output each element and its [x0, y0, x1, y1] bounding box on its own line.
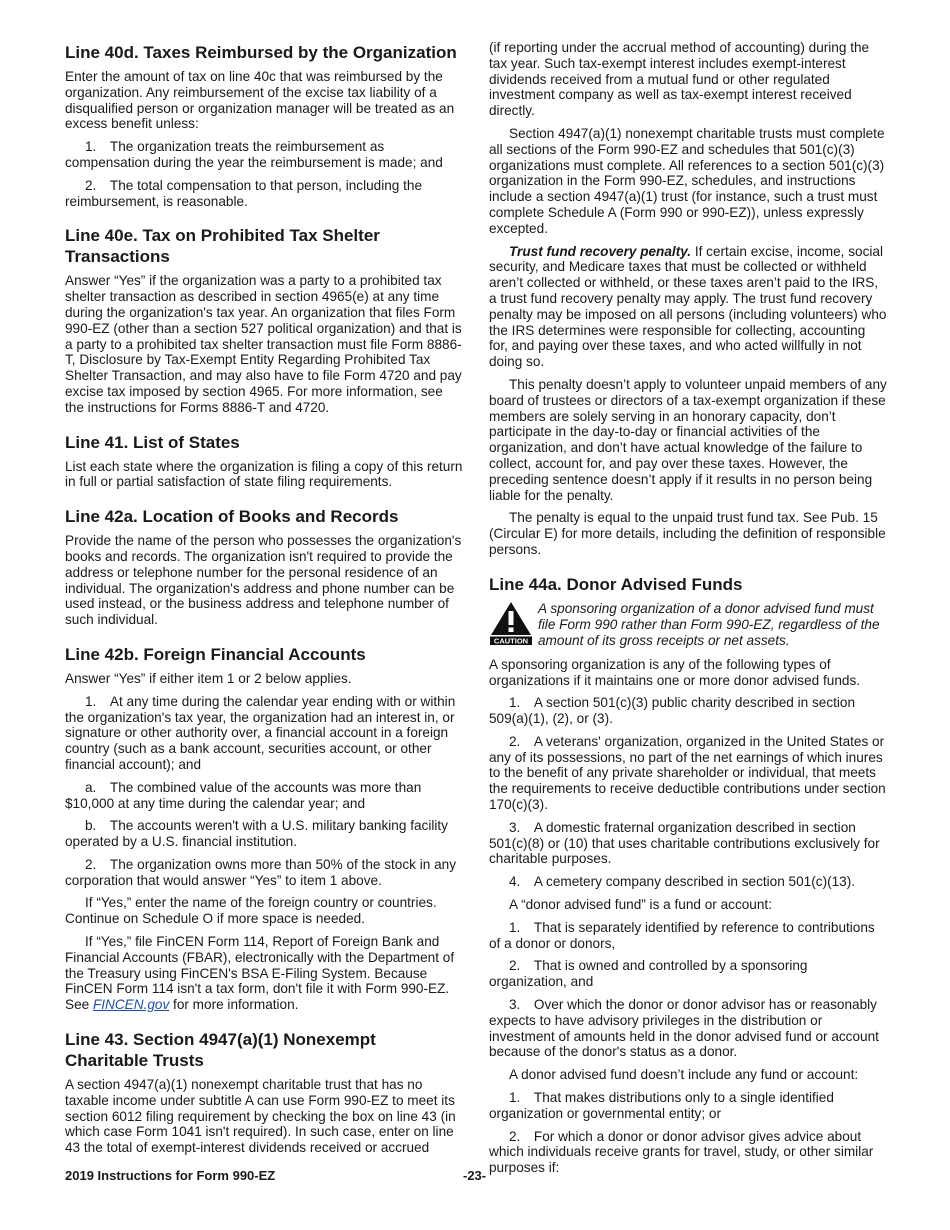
list-item: 2. The total compensation to that person, including the reimbursement, is reasonable.: [65, 177, 423, 209]
list-item: 1. At any time during the calendar year ending with or within the organization's tax year, the organization had an interest in, or signature or other authority over, a financial account in a foreign country (such as a bank account, securities account, or other financial account); and: [65, 693, 456, 772]
paragraph-text-end: for more information.: [169, 997, 299, 1013]
paragraph: (if reporting under the accrual method of accounting) during the tax year. Such tax-exempt interest includes exempt-interest dividends received from a mutual fund or other regulated investment company as well as tax-exempt interest received directly.: [489, 40, 870, 119]
paragraph: If “Yes,” enter the name of the foreign country or countries. Continue on Schedule O if more space is needed.: [65, 895, 437, 927]
list-item: 2. A veterans' organization, organized in the United States or any of its possessions, no part of the net earnings of which inures to the benefit of any private shareholder or individual, that meets the requirements to receive deductible contributions under section 170(c)(3).: [489, 733, 886, 813]
paragraph: Answer “Yes” if the organization was a party to a prohibited tax shelter transaction as described in section 4965(e) at any time during the organization's tax year. An organization that files Form 990-EZ (other than a section 527 political organization) and that is a party to a prohibited tax shelter transaction must file Form 8886-T, Disclosure by Tax-Exempt Entity Regarding Prohibited Tax Shelter Transaction, and may also have to file Form 4720 and pay excise tax imposed by section 4965. For more information, see the instructions for Forms 8886-T and 4720.: [65, 273, 462, 415]
paragraph: Provide the name of the person who possesses the organization's books and records. The organization isn't required to provide the address or telephone number for the personal residence of an individual. The organization's address and phone number can be used instead, or the business address and telephone number of such individual.: [65, 533, 462, 628]
list-item: 2. That is owned and controlled by a sponsoring organization, and: [489, 958, 808, 990]
paragraph-text: If certain excise, income, social security, and Medicare taxes that must be collected or withheld aren’t collected or withheld, or these taxes aren’t paid to the IRS, a trust fund recovery penalty may apply. The trust fund recovery penalty may be imposed on all persons (including volunteers) who the IRS determines were responsible for collecting, accounting for, and paying over these taxes, and who acted willfully in not doing so.: [489, 243, 887, 370]
caution-box: [489, 601, 887, 649]
section-title-line-42b: Line 42b. Foreign Financial Accounts: [65, 644, 366, 664]
paragraph: The penalty is equal to the unpaid trust fund tax. See Pub. 15 (Circular E) for more details, including the definition of responsible persons.: [489, 510, 886, 557]
footer-page-number: -23-: [463, 1168, 487, 1183]
section-title-line-43: Line 43. Section 4947(a)(1) Nonexempt Charitable Trusts: [65, 1030, 376, 1071]
list-item: 1. That is separately identified by reference to contributions of a donor or donors,: [489, 919, 875, 951]
list-item: 1. A section 501(c)(3) public charity described in section 509(a)(1), (2), or (3).: [489, 695, 856, 727]
caution-label: CAUTION: [493, 636, 529, 645]
paragraph: A “donor advised fund” is a fund or account:: [509, 897, 772, 913]
section-title-line-40e: Line 40e. Tax on Prohibited Tax Shelter Transactions: [65, 226, 380, 267]
list-item: 3. A domestic fraternal organization described in section 501(c)(8) or (10) that uses charitable contributions exclusively for charitable purposes.: [489, 819, 880, 867]
list-item: 3. Over which the donor or donor advisor has or reasonably expects to have advisory privileges in the distribution or investment of amounts held in the donor advised fund or account because of the donor's status as a donor.: [489, 997, 879, 1060]
paragraph: Enter the amount of tax on line 40c that was reimbursed by the organization. Any reimbursement of the excise tax liability of a disqualified person or organization manager will be treated as an excess benefit unless:: [65, 69, 455, 132]
paragraph: List each state where the organization is filing a copy of this return in full or partial satisfaction of state filing requirements.: [65, 458, 463, 490]
paragraph: [489, 244, 887, 370]
paragraph: This penalty doesn’t apply to volunteer unpaid members of any board of trustees or directors of a tax-exempt organization if these members are solely serving in an honorary capacity, don’t participate in the day-to-day or financial activities of the organization, and don’t have actual knowledge of the failure to collect, account for, and pay over these taxes. However, the preceding sentence doesn’t apply if it results in no person being liable for the penalty.: [489, 376, 887, 503]
section-title-line-42a: Line 42a. Location of Books and Records: [65, 507, 399, 527]
right-column: [489, 40, 887, 1183]
left-column: [65, 40, 463, 1163]
list-item: 2. For which a donor or donor advisor gives advice about which individuals receive grants for travel, study, or other similar purposes if:: [489, 1128, 874, 1176]
section-title-line-40d: Line 40d. Taxes Reimbursed by the Organization: [65, 43, 457, 62]
paragraph-text: If “Yes,” file FinCEN Form 114, Report of Foreign Bank and Financial Accounts (FBAR), electronically with the Department of the Treasury using FinCEN's BSA E-Filing System. Because FinCEN Form 114 isn't a tax form, don't file it with Form 990-EZ. See: [65, 934, 455, 1013]
run-in-heading: Trust fund recovery penalty.: [509, 243, 692, 259]
section-title-line-41: Line 41. List of States: [65, 432, 240, 452]
list-item: 2. The organization owns more than 50% of the stock in any corporation that would answer “Yes” to item 1 above.: [65, 856, 457, 888]
paragraph: A section 4947(a)(1) nonexempt charitable trust that has no taxable income under subtitle A can use Form 990-EZ to meet its section 6012 filing requirement by checking the box on line 43 (in which case Form 1041 isn't required). In such case, enter on line 43 the total of exempt-interest dividends received or accrued: [65, 1077, 456, 1156]
caution-text: A sponsoring organization of a donor advised fund must file Form 990 rather than Form 990-EZ, regardless of the amount of its gross receipts or net assets.: [538, 600, 880, 648]
section-title-line-44a: Line 44a. Donor Advised Funds: [489, 574, 743, 594]
list-item: 1. The organization treats the reimbursement as compensation during the year the reimbursement is made; and: [65, 139, 443, 170]
list-item: 1. That makes distributions only to a single identified organization or governmental entity; or: [489, 1090, 834, 1121]
paragraph: A donor advised fund doesn’t include any fund or account:: [509, 1067, 859, 1083]
paragraph: [65, 934, 463, 1013]
caution-icon: [489, 601, 533, 649]
fincen-link[interactable]: FINCEN.gov: [92, 997, 170, 1013]
paragraph: A sponsoring organization is any of the following types of organizations if it maintains one or more donor advised funds.: [489, 656, 861, 688]
list-item: b. The accounts weren't with a U.S. military banking facility operated by a U.S. financial institution.: [65, 818, 448, 850]
list-item: 4. A cemetery company described in section 501(c)(13).: [509, 874, 856, 890]
paragraph: Answer “Yes” if either item 1 or 2 below applies.: [65, 670, 352, 686]
footer-doc-title: 2019 Instructions for Form 990-EZ: [65, 1168, 276, 1183]
page-footer: [65, 1168, 887, 1186]
paragraph: Section 4947(a)(1) nonexempt charitable trusts must complete all sections of the Form 990-EZ and schedules that 501(c)(3) organizations must complete. All references to a section 501(c)(3) organization in the Form 990-EZ, schedules, and instructions include a section 4947(a)(1) trust (for instance, such a trust must complete Schedule A (Form 990 or 990-EZ)), unless expressly excepted.: [489, 125, 885, 236]
list-item: a. The combined value of the accounts was more than $10,000 at any time during the calendar year; and: [65, 779, 422, 811]
